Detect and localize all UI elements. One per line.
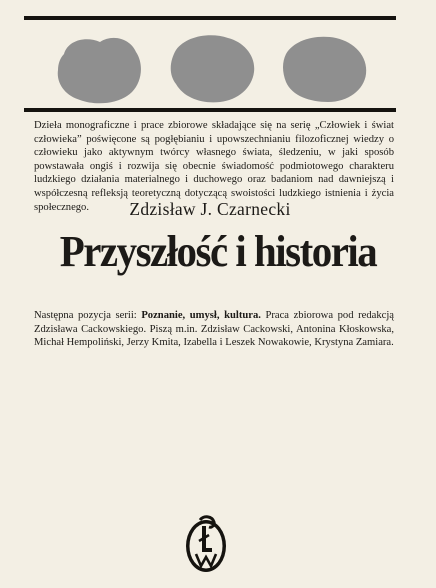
next-in-series — [34, 309, 394, 350]
next-prefix: Następna pozycja serii: — [34, 310, 142, 321]
publisher-logo-icon — [182, 510, 230, 574]
blob-right-icon — [283, 37, 366, 102]
publisher-logo-letters: ŁW — [182, 510, 184, 511]
bottom-rule — [24, 108, 396, 112]
book-title: Przyszłość i historia — [59, 227, 377, 276]
next-details: Praca zbiorowa pod redakcją Zdzisława Cackowskiego. Piszą m.in. Zdzisław Cackowski, Antonina Kłoskowska, Michał Hempoliński, Jerzy Kmita, Izabella i Leszek Nowakowie, Krystyna Zamiara. — [34, 310, 394, 349]
decorative-blobs — [24, 20, 396, 108]
next-bold-title: Poznanie, umysł, kultura. — [141, 310, 261, 321]
blob-center-icon — [171, 35, 254, 102]
blob-left-icon — [58, 38, 141, 103]
series-description: Dzieła monograficzne i prace zbiorowe składające się na serię „Człowiek i świat człowieka” poświęcone są pogłębianiu i upowszechnianiu filozoficznej wiedzy o człowieku jako aktywnym twórcy własnego świata, śledzeniu, w jaki sposób powstawała ongiś i rozwija się obecnie świadomość podmiotowego charakteru ludzkiego działania materialnego i duchowego oraz badaniom nad dawniejszą i współczesną refleksją teoretyczną dotyczącą swoistości ludzkiego istnienia i życia społecznego. — [34, 120, 394, 213]
author-name: Zdzisław J. Czarnecki — [129, 199, 291, 219]
